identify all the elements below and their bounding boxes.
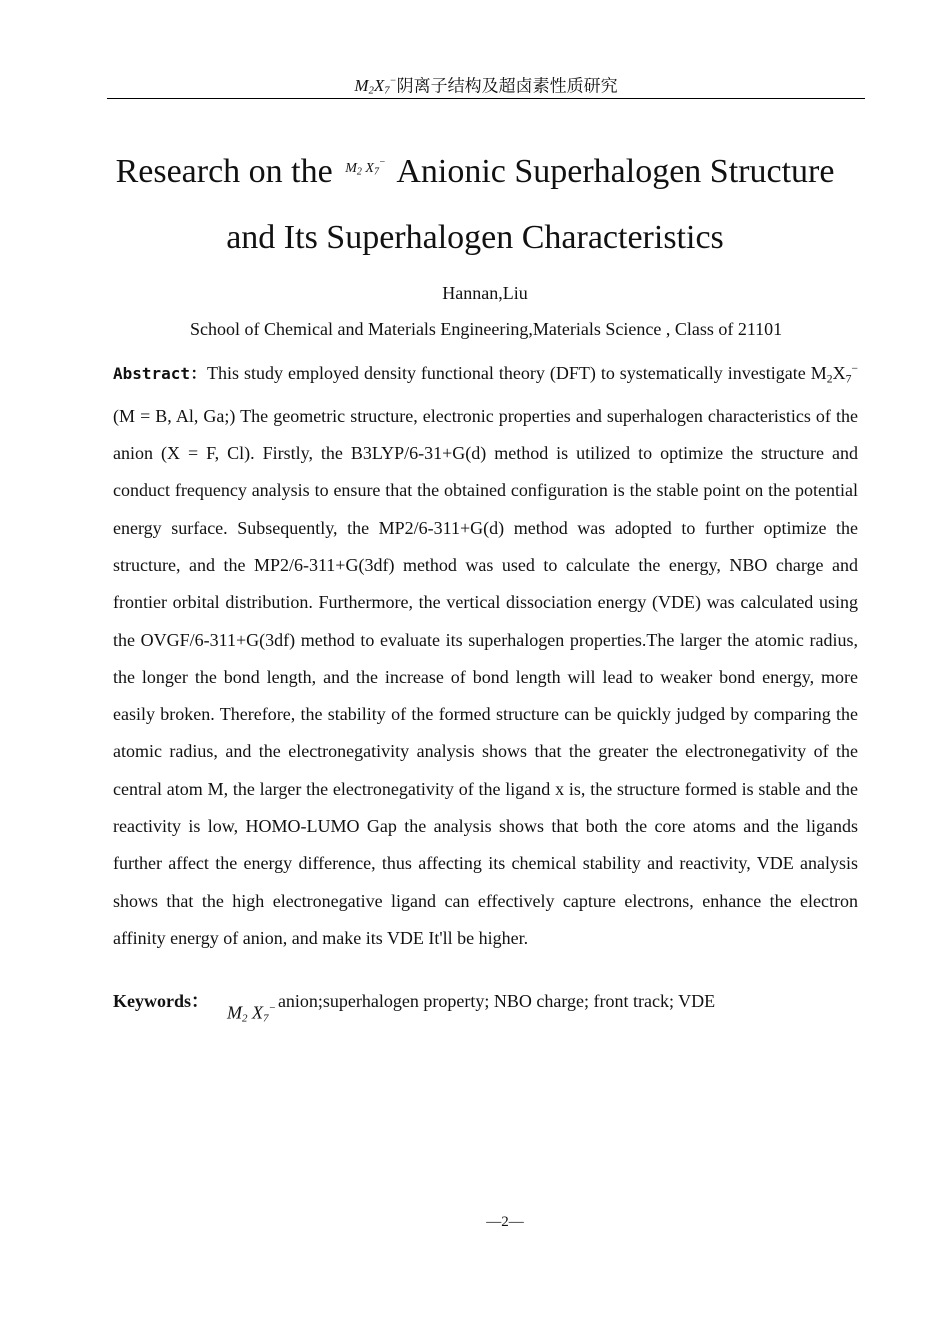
keywords [113,987,715,1025]
header-formula: $M_2X_7^-$ [354,76,397,97]
title-formula: M2 X7− [345,157,386,178]
paper-title-line-2: and Its Superhalogen Characteristics [226,219,724,256]
keywords-label: Keywords： [113,991,209,1011]
keywords-formula: $M_2$ $X_7^-$ [227,1002,276,1025]
paper-title-line-1: Research on the $^{M_2 X_7^-}$ Anionic Superhalogen Structure [115,153,835,190]
abstract-formula: $M_2X_7^-$ [810,362,858,386]
abstract: Abstract：This study employed density functional theory (DFT) to systematically investigate $M_2X_7^-$ (M = B, Al, Ga;) The geometric structure, electronic properties and superhalogen characteristics of the anion (X = F, Cl). Firstly, the B3LYP/6-31+G(d) method is utilized to optimize the structure and conduct frequency analysis to ensure that the obtained configuration is the stable point on the potential energy surface. Subsequently, the MP2/6-311+G(d) method was adopted to further optimize the structure, and the MP2/6-311+G(3df) method was used to calculate the energy, NBO charge and frontier orbital distribution. Furthermore, the vertical dissociation energy (VDE) was calculated using the OVGF/6-311+G(3df) method to evaluate its superhalogen properties.The larger the atomic radius, the longer the bond length, and the increase of bond length will lead to weaker bond energy, more easily broken. Therefore, the stability of the formed structure can be quickly judged by comparing the atomic radius, and the electronegativity analysis shows that the greater the electronegativity of the central atom M, the larger the electronegativity of the ligand x is, the structure formed is stable and the reactivity is low, HOMO-LUMO Gap the analysis shows that both the core atoms and the ligands further affect the energy difference, thus affecting its chemical stability and reactivity, VDE analysis shows that the high electronegative ligand can effectively capture electrons, enhance the electron affinity energy of anion, and make its VDE It'll be higher. [113,362,858,948]
affiliation: School of Chemical and Materials Engineering,Materials Science , Class of 21101 [190,319,783,339]
keywords-text: anion;superhalogen property; NBO charge; front track; VDE [277,991,716,1011]
abstract-label: Abstract： [113,364,208,384]
page-number: —2— [486,1214,524,1230]
abstract-body: (M = B, Al, Ga;) The geometric structure, electronic properties and superhalogen characteristics of the anion (X = F, Cl). Firstly, the B3LYP/6-31+G(d) method is utilized to optimize the structure and conduct frequency analysis to ensure that the obtained configuration is the stable point on the potential energy surface. Subsequently, the MP2/6-311+G(d) method was adopted to further optimize the structure, and the MP2/6-311+G(3df) method was used to calculate the energy, NBO charge and frontier orbital distribution. Furthermore, the vertical dissociation energy (VDE) was calculated using the OVGF/6-311+G(3df) method to evaluate its superhalogen properties.The larger the atomic radius, the longer the bond length, and the increase of bond length will lead to weaker bond energy, more easily broken. Therefore, the stability of the formed structure can be quickly judged by comparing the atomic radius, and the electronegativity analysis shows that the greater the electronegativity of the central atom M, the larger the electronegativity of the ligand x is, the structure formed is stable and the reactivity is low, HOMO-LUMO Gap the analysis shows that both the core atoms and the ligands further affect the energy difference, thus affecting its chemical stability and reactivity, VDE analysis shows that the high electronegative ligand can effectively capture electrons, enhance the electron affinity energy of anion, and make its VDE It'll be higher. [113,405,858,948]
header-text: 阴离子结构及超卤素性质研究 [396,76,618,96]
author: Hannan,Liu [442,283,528,303]
running-header [107,68,865,99]
